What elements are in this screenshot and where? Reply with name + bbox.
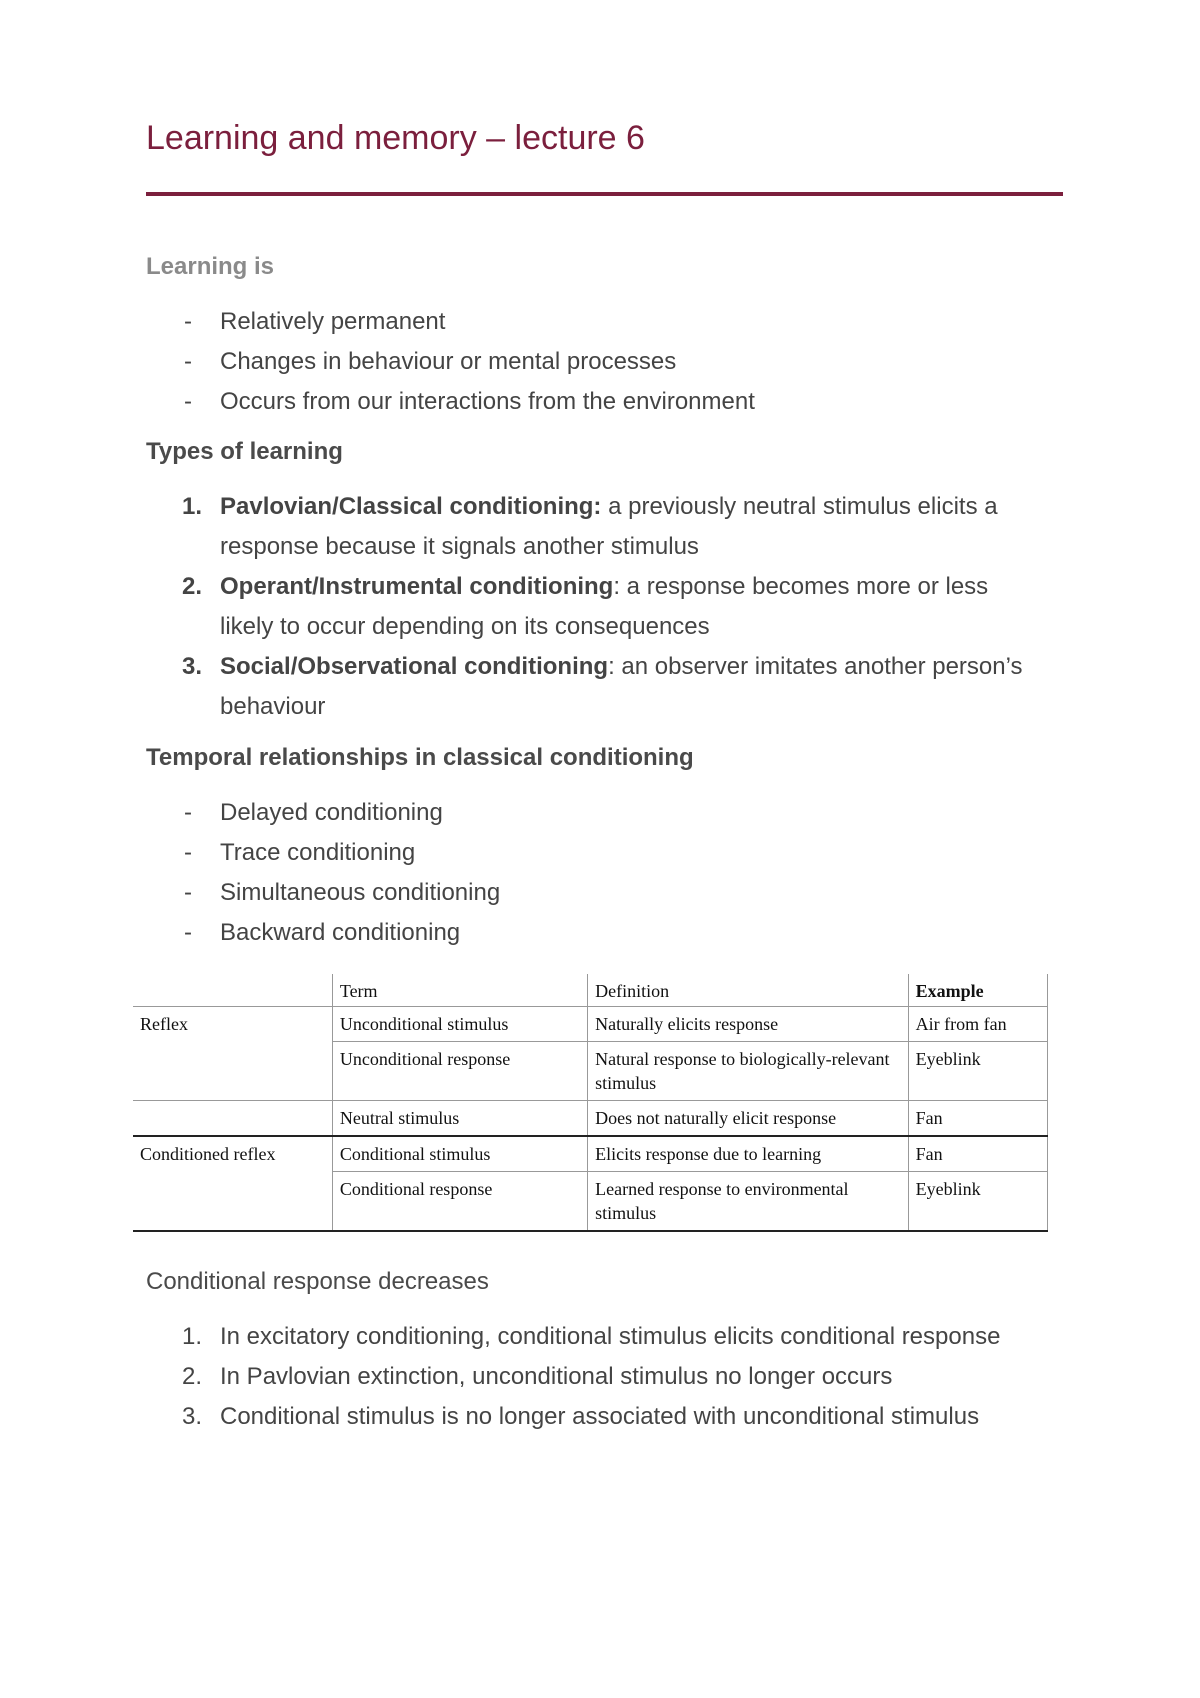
table-row: [133, 1172, 1048, 1232]
table-cell-example: Eyeblink: [908, 1042, 1047, 1101]
table-cell-example: Air from fan: [908, 1007, 1047, 1042]
table-cell-group: [133, 1172, 332, 1232]
table-cell-group: [133, 1042, 332, 1101]
table-cell-term: Conditional stimulus: [332, 1136, 587, 1172]
table-cell-example: Eyeblink: [908, 1172, 1047, 1232]
list-item: - Relatively permanent: [146, 302, 755, 342]
table-cell-group: [133, 1101, 332, 1137]
page-title: Learning and memory – lecture 6: [146, 119, 645, 157]
list-number: 3.: [182, 1403, 203, 1430]
table-header-definition: Definition: [588, 974, 909, 1007]
table-cell-term: Neutral stimulus: [332, 1101, 587, 1137]
list-number: 1.: [182, 493, 203, 520]
temporal-list: [146, 793, 500, 953]
list-item: [146, 567, 1046, 647]
list-item: [146, 1397, 1046, 1437]
list-item-text: In excitatory conditioning, conditional stimulus elicits conditional response: [220, 1323, 1001, 1350]
learning-type-definition: a previously neutral stimulus elicits a response because it signals another stimulus: [220, 493, 998, 560]
learning-type-term: Pavlovian/Classical conditioning:: [220, 493, 602, 520]
list-item: [146, 1357, 1046, 1397]
conditioning-table: [133, 974, 1048, 1232]
table-cell-definition: Learned response to environmental stimulus: [588, 1172, 909, 1232]
table-cell-definition: Elicits response due to learning: [588, 1136, 909, 1172]
learning-type-definition: : an observer imitates another person’s behaviour: [220, 653, 1023, 720]
list-item: - Occurs from our interactions from the environment: [146, 382, 755, 422]
table-header-example: Example: [908, 974, 1047, 1007]
title-divider: [146, 192, 1063, 196]
types-of-learning-list: [146, 487, 1046, 727]
learning-is-heading: Learning is: [146, 253, 275, 280]
learning-type-term: Social/Observational conditioning: [220, 653, 609, 680]
list-item: - Changes in behaviour or mental processes: [146, 342, 755, 382]
table-cell-example: Fan: [908, 1136, 1047, 1172]
table-row: [133, 1101, 1048, 1137]
list-item: - Backward conditioning: [146, 913, 500, 953]
table-cell-definition: Does not naturally elicit response: [588, 1101, 909, 1137]
types-of-learning-heading: Types of learning: [146, 438, 343, 465]
table-header-row: [133, 974, 1048, 1007]
list-item-text: In Pavlovian extinction, unconditional stimulus no longer occurs: [220, 1363, 893, 1390]
list-item: [146, 487, 1046, 567]
list-number: 2.: [182, 1363, 203, 1390]
list-item: [146, 647, 1046, 727]
list-number: 3.: [182, 653, 203, 680]
table-row: [133, 1042, 1048, 1101]
learning-is-list: [146, 302, 755, 422]
learning-type-term: Operant/Instrumental conditioning: [220, 573, 614, 600]
table-cell-definition: Naturally elicits response: [588, 1007, 909, 1042]
table-cell-example: Fan: [908, 1101, 1047, 1137]
list-item: [146, 1317, 1046, 1357]
table-cell-group: Reflex: [140, 1014, 188, 1034]
cr-decreases-list: [146, 1317, 1046, 1437]
table-row: [133, 1007, 1048, 1042]
table-header-term: Term: [332, 974, 587, 1007]
table-row: [133, 1136, 1048, 1172]
table-cell-term: Unconditional stimulus: [332, 1007, 587, 1042]
list-item: - Simultaneous conditioning: [146, 873, 500, 913]
table-header-blank: [133, 974, 332, 1007]
list-number: 2.: [182, 573, 203, 600]
table-cell-term: Conditional response: [332, 1172, 587, 1232]
list-item: - Delayed conditioning: [146, 793, 500, 833]
table-cell-definition: Natural response to biologically-relevant stimulus: [588, 1042, 909, 1101]
table-cell-group: Conditioned reflex: [140, 1144, 276, 1164]
list-item: - Trace conditioning: [146, 833, 500, 873]
table-cell-term: Unconditional response: [332, 1042, 587, 1101]
learning-type-definition: : a response becomes more or less likely to occur depending on its consequences: [220, 573, 989, 640]
list-item-text: Conditional stimulus is no longer associated with unconditional stimulus: [220, 1403, 980, 1430]
temporal-heading: Temporal relationships in classical conditioning: [146, 744, 694, 771]
cr-decreases-heading: Conditional response decreases: [146, 1268, 489, 1295]
list-number: 1.: [182, 1323, 203, 1350]
